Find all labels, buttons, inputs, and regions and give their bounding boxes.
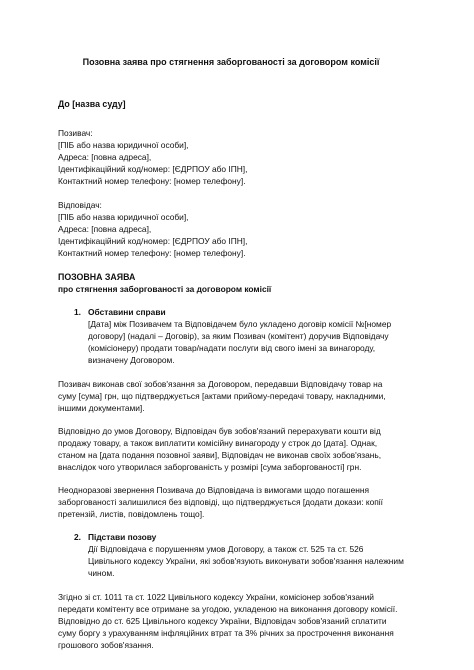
plaintiff-name-line: [ПІБ або назва юридичної особи],	[58, 140, 189, 150]
paragraph-line: Позивач виконав свої зобов'язання за Договором, передавши Відповідачу товар на	[58, 379, 383, 389]
paragraph-line: передати комітенту все отримане за угодою, укладеною на виконання договору комісії.	[58, 604, 398, 614]
section-1-line: договору] (надалі – Договір), за яким Позивач (комітент) доручив Відповідачу	[88, 331, 389, 341]
section-2-number: 2.	[74, 532, 81, 542]
plaintiff-id-line: Ідентифікаційний код/номер: [ЄДРПОУ або ІПН],	[58, 164, 248, 174]
plaintiff-phone-line: Контактний номер телефону: [номер телефону].	[58, 176, 246, 186]
section-2-heading	[74, 531, 404, 543]
court-addressee: До [назва суду]	[58, 99, 126, 109]
section-1-line: визначену Договором.	[88, 355, 175, 365]
paragraph-line: Неодноразові звернення Позивача до Відповідача із вимогами щодо погашення	[58, 485, 370, 495]
claim-subheading: про стягнення заборгованості за договором комісії	[58, 284, 272, 294]
section-2-line: Дії Відповідача є порушенням умов Договору, а також ст. 525 та ст. 526	[88, 544, 364, 554]
section-1-body	[88, 318, 404, 366]
plaintiff-block	[58, 127, 404, 187]
plaintiff-label: Позивач:	[58, 128, 93, 138]
paragraph-line: Згідно зі ст. 1011 та ст. 1022 Цивільного кодексу України, комісіонер зобов'язаний	[58, 592, 374, 602]
section-1-line: [Дата] між Позивачем та Відповідачем було укладено договір комісії №[номер	[88, 319, 392, 329]
paragraph-line: продажу товару, а також виплатити комісійну винагороду у строк до [дата]. Однак,	[58, 438, 378, 448]
section-2-title: Підстави позову	[88, 532, 157, 542]
section-2-line: чином.	[88, 568, 115, 578]
section-1-heading	[74, 306, 404, 318]
paragraph-transfer	[58, 378, 404, 414]
section-1-number: 1.	[74, 307, 81, 317]
paragraph-line: претензій, листів, повідомлень тощо].	[58, 509, 205, 519]
defendant-block	[58, 199, 404, 259]
paragraph-line: суму боргу з урахуванням інфляційних втрат та 3% річних за прострочення виконання	[58, 628, 394, 638]
paragraph-line: внаслідок чого утворилася заборгованість у розмірі [сума заборгованості] грн.	[58, 462, 362, 472]
paragraph-line: Відповідно до ст. 625 Цивільного кодексу України, Відповідач зобов'язаний сплатити	[58, 616, 387, 626]
claim-heading: ПОЗОВНА ЗАЯВА	[58, 272, 136, 282]
paragraph-debt	[58, 425, 404, 473]
defendant-id-line: Ідентифікаційний код/номер: [ЄДРПОУ або ІПН],	[58, 236, 248, 246]
paragraph-demands	[58, 484, 404, 520]
paragraph-line: станом на [дата подання позовної заяви], Відповідач не виконав своїх зобов'язань,	[58, 450, 382, 460]
section-1-title: Обставини справи	[88, 307, 166, 317]
section-2-body	[88, 543, 404, 579]
defendant-label: Відповідач:	[58, 200, 102, 210]
paragraph-line: грошового зобов'язання.	[58, 640, 154, 650]
section-2-line: Цивільного кодексу України, які зобов'язують виконувати зобов'язання належним	[88, 556, 404, 566]
defendant-address-line: Адреса: [повна адреса],	[58, 224, 152, 234]
defendant-phone-line: Контактний номер телефону: [номер телефону].	[58, 248, 246, 258]
defendant-name-line: [ПІБ або назва юридичної особи],	[58, 212, 189, 222]
paragraph-line: Відповідно до умов Договору, Відповідач був зобов'язаний перерахувати кошти від	[58, 426, 381, 436]
paragraph-legal-basis	[58, 591, 404, 651]
paragraph-line: заборгованості залишилися без відповіді, що підтверджується [додати докази: копії	[58, 497, 383, 507]
document-title: Позовна заява про стягнення заборгованості за договором комісії	[82, 57, 380, 67]
plaintiff-address-line: Адреса: [повна адреса],	[58, 152, 152, 162]
section-1-line: (комісіонеру) продати товар/надати послуги від свого імені за винагороду,	[88, 343, 376, 353]
paragraph-line: іншими документами].	[58, 403, 145, 413]
paragraph-line: суму [сума] грн, що підтверджується [актами прийому-передачі товару, накладними,	[58, 391, 386, 401]
